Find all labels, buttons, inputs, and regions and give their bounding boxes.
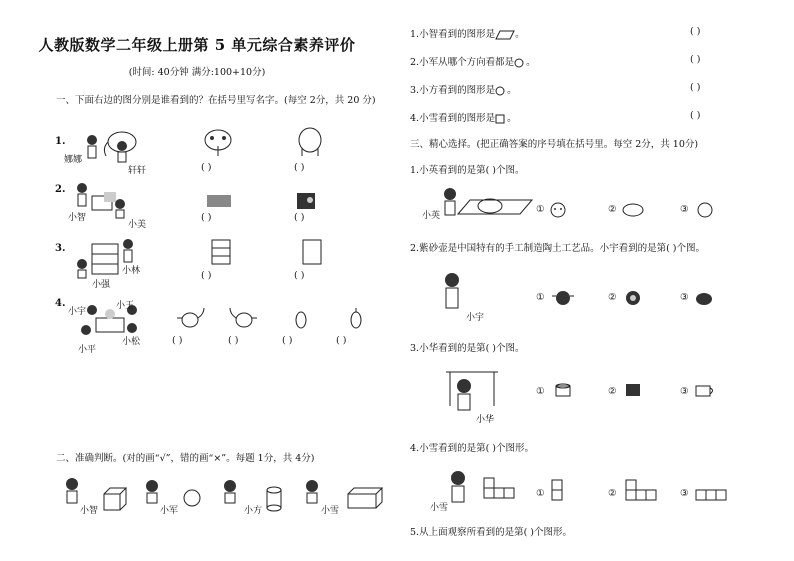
page-subtitle: (时间: 40分钟 满分:100+10分)	[128, 67, 266, 78]
s1-q3-name-xiaolin: 小林	[122, 266, 141, 276]
s1-q4-name-xiaosong: 小松	[122, 337, 141, 347]
option-2: ②	[608, 386, 617, 397]
s1-q4-answer-paren[interactable]: ( )	[172, 335, 183, 346]
option-1: ①	[536, 488, 545, 499]
option-3: ③	[680, 488, 689, 499]
option-3: ③	[680, 292, 689, 303]
s1-q3-name-xiaoqiang: 小强	[92, 280, 111, 290]
s1-q2-answer-paren[interactable]: ( )	[201, 212, 212, 223]
s2-item2-paren[interactable]: ( )	[690, 54, 701, 65]
option-1: ①	[536, 204, 545, 215]
child-head-icon	[451, 471, 465, 485]
option-2: ②	[608, 488, 617, 499]
s2-name-xiaozhi: 小智	[80, 506, 99, 516]
s2-item4-paren[interactable]: ( )	[690, 110, 701, 121]
s2-item3-paren[interactable]: ( )	[690, 82, 701, 93]
option-1: ①	[536, 292, 545, 303]
option-1: ①	[536, 386, 545, 397]
s1-q4-name-xiaoyu2: 小玉	[116, 301, 135, 311]
s1-q2-name-xiaomei: 小美	[128, 220, 147, 230]
s1-q4-answer-paren[interactable]: ( )	[282, 335, 293, 346]
s3-q1-text: 1.小英看到的是第( )个图。	[410, 165, 525, 176]
s3-q2-name: 小宇	[466, 313, 485, 323]
s1-q4-number: 4.	[55, 298, 66, 309]
s2-item4-text: 4.小雪看到的图形是 。	[410, 113, 517, 124]
shape-option-1-icon	[552, 480, 562, 500]
s3-q5-text: 5.从上面观察所看到的是第( )个图形。	[410, 527, 572, 538]
option-2: ②	[608, 292, 617, 303]
s1-q3-answer-paren[interactable]: ( )	[201, 270, 212, 281]
section3-heading: 三、精心选择。(把正确答案的序号填在括号里。每空 2分，共 10分)	[410, 139, 699, 150]
s3-q4-text: 4.小雪看到的是第( )个图形。	[410, 443, 534, 454]
s2-item1-text: 1.小智看到的图形是 。	[410, 29, 525, 40]
s2-name-xiaojun: 小军	[160, 506, 179, 516]
s1-q1-name-nana: 娜娜	[64, 155, 83, 165]
option-2: ②	[608, 204, 617, 215]
s1-q4-name-xiaoyu: 小宇	[68, 307, 87, 317]
s3-q3-text: 3.小华看到的是第( )个图。	[410, 343, 525, 354]
section2-heading: 二、准确判断。(对的画“√”，错的画“×”。每题 1分，共 4分)	[56, 453, 315, 464]
s2-item2-text: 2.小军从哪个方向看都是 。	[410, 57, 536, 68]
s1-q4-answer-paren[interactable]: ( )	[336, 335, 347, 346]
s2-name-xiaoxue: 小雪	[321, 506, 340, 516]
page-title: 人教版数学二年级上册第 5 单元综合素养评价	[38, 36, 356, 54]
s1-q4-answer-paren[interactable]: ( )	[228, 335, 239, 346]
cube-stack-icon	[484, 478, 514, 498]
s3-q3-name: 小华	[476, 415, 495, 425]
s2-item3-text: 3.小方看到的图形是 。	[410, 85, 517, 96]
s1-q1-name-xuanxuan: 轩轩	[128, 166, 147, 176]
option-3: ③	[680, 386, 689, 397]
s3-q4-name: 小雪	[430, 503, 449, 513]
s1-q1-answer-paren[interactable]: ( )	[201, 162, 212, 173]
s1-q2-name-xiaozhi: 小智	[68, 213, 87, 223]
section1-heading: 一、下面右边的图分别是谁看到的？在括号里写名字。(每空 2分，共 20 分)	[56, 95, 376, 106]
s2-item1-paren[interactable]: ( )	[690, 26, 701, 37]
s3-q2-text: 2.紫砂壶是中国特有的手工制造陶土工艺品。小宇看到的是第( )个图。	[410, 243, 705, 254]
shape-option-2-icon	[626, 480, 656, 500]
s1-q3-number: 3.	[55, 243, 66, 254]
s1-q3-answer-paren[interactable]: ( )	[294, 270, 305, 281]
shape-option-3-icon	[696, 490, 726, 500]
s1-q2-answer-paren[interactable]: ( )	[294, 212, 305, 223]
s1-q1-number: 1.	[55, 136, 66, 147]
s1-q1-answer-paren[interactable]: ( )	[294, 162, 305, 173]
option-3: ③	[680, 204, 689, 215]
s1-q2-number: 2.	[55, 184, 66, 195]
s2-name-xiaofang: 小方	[244, 506, 263, 516]
s1-q4-name-xiaoping: 小平	[78, 345, 97, 355]
s3-q1-name: 小英	[422, 211, 441, 221]
